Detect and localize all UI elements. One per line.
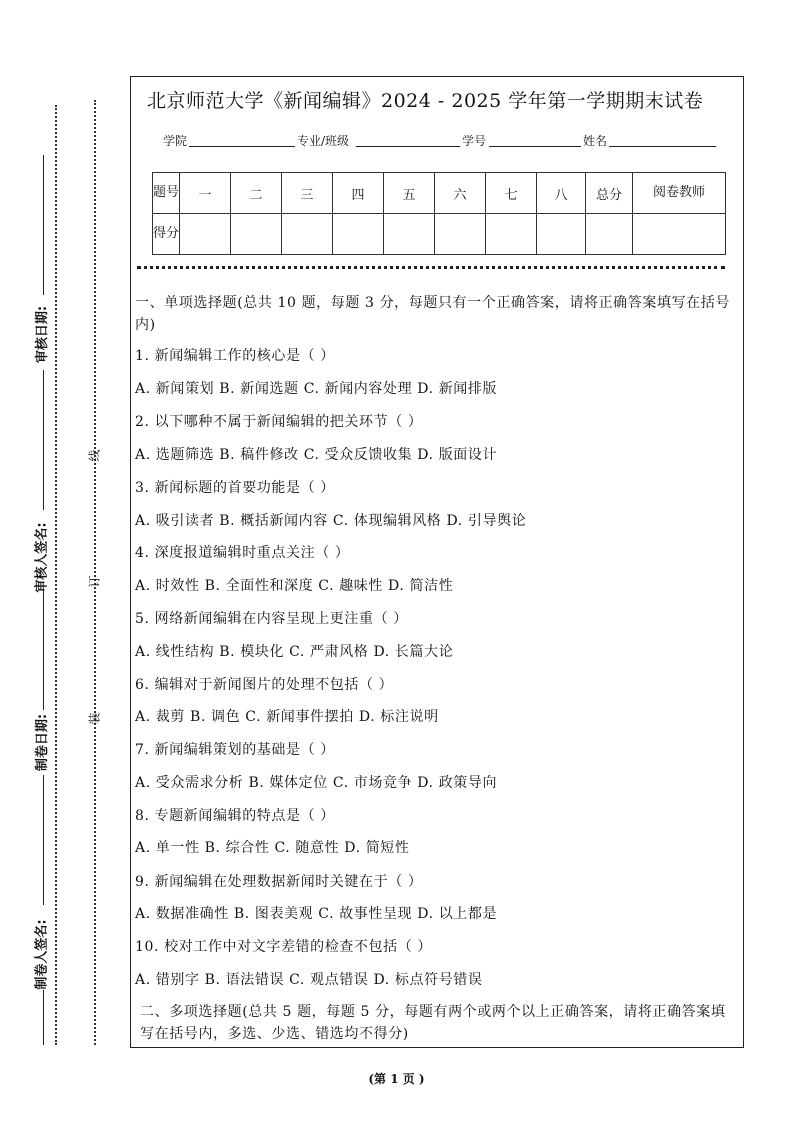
- score-table: [152, 172, 726, 255]
- score-cell[interactable]: [231, 214, 282, 255]
- section2-heading: 二、多项选择题(总共 5 题，每题 5 分，每题有两个或两个以上正确答案，请将正确答案填写在括号内，多选、少选、错选均不得分): [140, 1004, 726, 1042]
- score-table-score-row: [153, 214, 726, 255]
- section1-heading: 一、单项选择题(总共 10 题，每题 3 分，每题只有一个正确答案，请将正确答案填写在括号内): [135, 295, 730, 333]
- score-cell[interactable]: [435, 214, 486, 255]
- score-table-header-row: [153, 173, 726, 214]
- score-table-header-cell: 题号: [153, 173, 180, 214]
- sidebar-rule-1: [43, 155, 44, 295]
- sidebar-rule-2: [43, 370, 44, 510]
- score-table-header-cell: 五: [384, 173, 435, 214]
- score-cell[interactable]: [586, 214, 633, 255]
- score-cell[interactable]: [486, 214, 537, 255]
- auditor-sign-label: 审核人签名:: [34, 522, 50, 593]
- score-table-header-cell: 总分: [586, 173, 633, 214]
- major-class-label: 专业/班级: [297, 134, 350, 148]
- score-table-header-cell: 二: [231, 173, 282, 214]
- score-table-header-cell: 六: [435, 173, 486, 214]
- score-cell[interactable]: [384, 214, 435, 255]
- sidebar-rule-4: [43, 775, 44, 905]
- maker-sign-label: 制卷人签名:: [34, 919, 50, 990]
- cut-line-char-ding: 订: [87, 575, 102, 588]
- name-field[interactable]: [609, 146, 716, 147]
- sidebar-dotted-line-outer: [55, 105, 57, 1045]
- make-date-label: 制卷日期:: [35, 713, 51, 772]
- question-7-options: A. 受众需求分析 B. 媒体定位 C. 市场竞争 D. 政策导向: [135, 775, 498, 791]
- question-6: 6. 编辑对于新闻图片的处理不包括（ ）: [135, 677, 394, 693]
- name-label: 姓名: [583, 134, 608, 148]
- sidebar-dotted-line-inner: [94, 100, 96, 1045]
- cut-line-char-xian: 线: [87, 449, 102, 462]
- score-cell[interactable]: [537, 214, 586, 255]
- question-8-options: A. 单一性 B. 综合性 C. 随意性 D. 简短性: [135, 840, 410, 856]
- score-table-header-cell: 七: [486, 173, 537, 214]
- cut-line-char-zhuang: 装: [87, 712, 102, 725]
- college-label: 学院: [163, 134, 188, 148]
- score-cell[interactable]: [633, 214, 726, 255]
- question-3: 3. 新闻标题的首要功能是（ ）: [135, 480, 335, 496]
- score-table-header-cell: 三: [282, 173, 333, 214]
- question-4: 4. 深度报道编辑时重点关注（ ）: [135, 545, 350, 561]
- question-8: 8. 专题新闻编辑的特点是（ ）: [135, 808, 335, 824]
- page-number: (第 1 页 ): [368, 1072, 425, 1086]
- score-cell[interactable]: [282, 214, 333, 255]
- question-10: 10. 校对工作中对文字差错的检查不包括（ ）: [135, 939, 432, 955]
- score-table-header-cell: 一: [180, 173, 231, 214]
- question-1: 1. 新闻编辑工作的核心是（ ）: [135, 348, 335, 364]
- question-9: 9. 新闻编辑在处理数据新闻时关键在于（ ）: [135, 874, 423, 890]
- question-5-options: A. 线性结构 B. 模块化 C. 严肃风格 D. 长篇大论: [135, 644, 454, 660]
- major-class-field[interactable]: [356, 146, 460, 147]
- question-7: 7. 新闻编辑策划的基础是（ ）: [135, 742, 335, 758]
- college-field[interactable]: [189, 146, 295, 147]
- question-4-options: A. 时效性 B. 全面性和深度 C. 趣味性 D. 简洁性: [135, 578, 454, 594]
- score-row-label: 得分: [153, 214, 180, 255]
- dotted-divider: [137, 266, 725, 269]
- question-1-options: A. 新闻策划 B. 新闻选题 C. 新闻内容处理 D. 新闻排版: [135, 381, 498, 397]
- student-id-label: 学号: [462, 134, 487, 148]
- audit-date-label: 审核日期:: [35, 305, 51, 364]
- question-9-options: A. 数据准确性 B. 图表美观 C. 故事性呈现 D. 以上都是: [135, 906, 498, 922]
- question-2-options: A. 选题筛选 B. 稿件修改 C. 受众反馈收集 D. 版面设计: [135, 447, 498, 463]
- score-table-header-cell: 八: [537, 173, 586, 214]
- score-cell[interactable]: [333, 214, 384, 255]
- student-id-field[interactable]: [489, 146, 581, 147]
- score-table-header-cell: 四: [333, 173, 384, 214]
- sidebar-rule-3: [43, 590, 44, 710]
- question-2: 2. 以下哪种不属于新闻编辑的把关环节（ ）: [135, 414, 423, 430]
- score-cell[interactable]: [180, 214, 231, 255]
- exam-title: 北京师范大学《新闻编辑》2024 - 2025 学年第一学期期末试卷: [147, 90, 704, 112]
- question-10-options: A. 错别字 B. 语法错误 C. 观点错误 D. 标点符号错误: [135, 972, 483, 988]
- question-5: 5. 网络新闻编辑在内容呈现上更注重（ ）: [135, 611, 408, 627]
- question-6-options: A. 裁剪 B. 调色 C. 新闻事件摆拍 D. 标注说明: [135, 709, 439, 725]
- score-table-header-cell: 阅卷教师: [633, 173, 726, 214]
- sidebar-rule-5: [43, 990, 44, 1045]
- question-3-options: A. 吸引读者 B. 概括新闻内容 C. 体现编辑风格 D. 引导舆论: [135, 513, 527, 529]
